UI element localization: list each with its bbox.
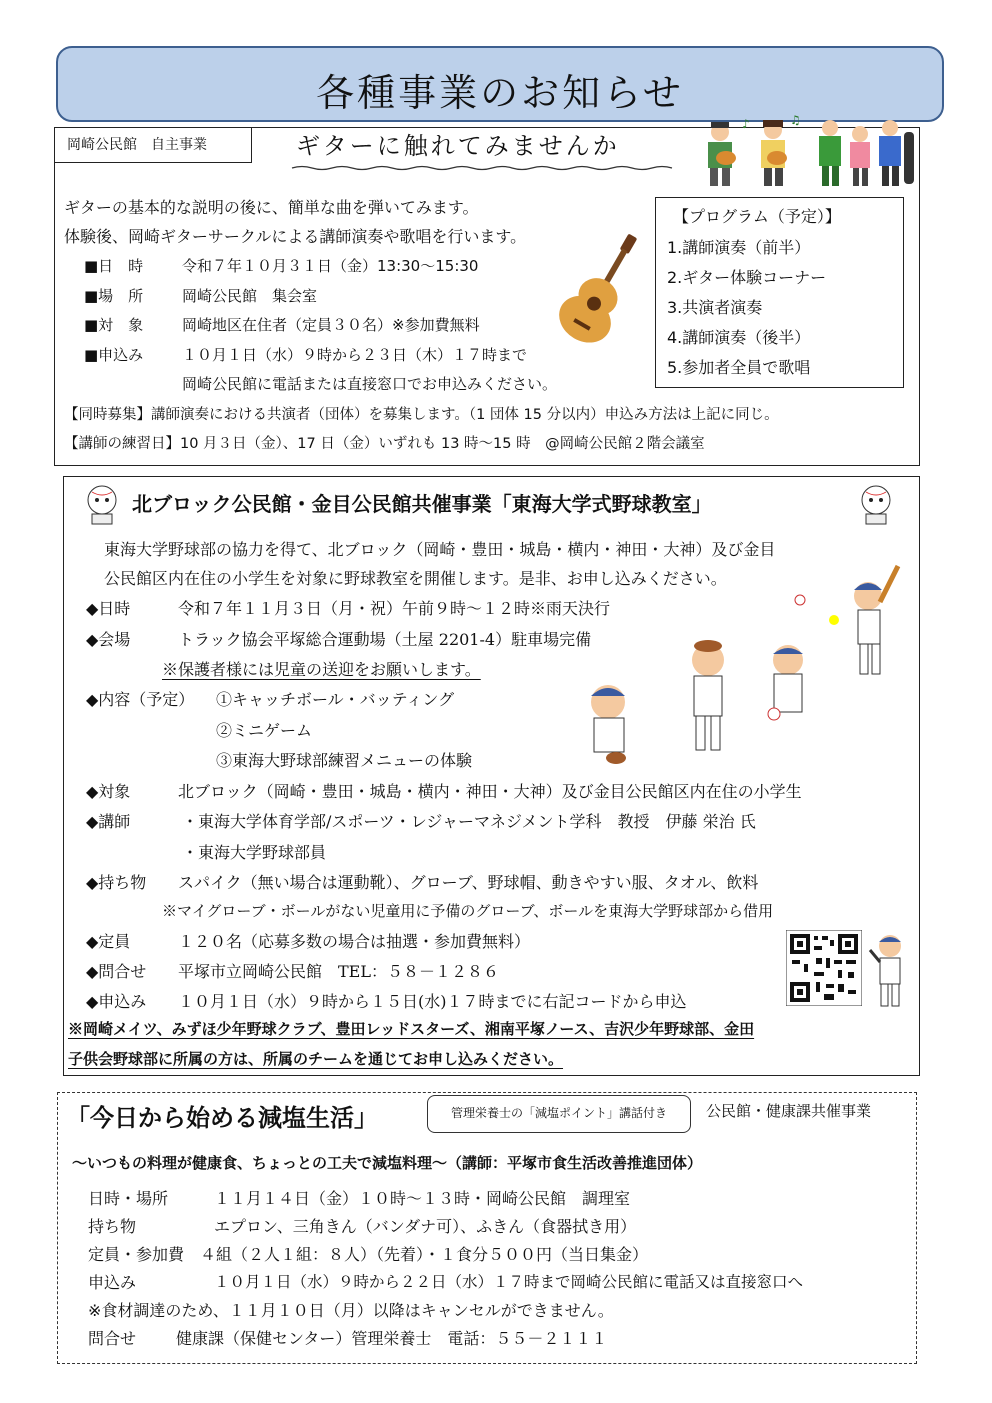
guitar-intro-1: ギターの基本的な説明の後に、簡単な曲を弾いてみます。: [64, 198, 479, 217]
program-title: 【プログラム（予定）】: [673, 207, 841, 226]
baseball-items: スパイク（無い場合は運動靴）、グローブ、野球帽、動きやすい服、タオル、飲料: [178, 873, 759, 892]
baseball-items-note: ※マイグローブ・ボールがない児童用に予備のグローブ、ボールを東海大学野球部から借用: [162, 902, 774, 920]
baseball-instructor-1: ・東海大学体育学部/スポーツ・レジャーマネジメント学科 教授 伊藤 栄治 氏: [182, 812, 756, 831]
baseball-items-label: ◆持ち物: [86, 873, 147, 892]
program-item-2: 2.ギター体験コーナー: [667, 268, 827, 287]
baseball-target-label: ◆対象: [86, 782, 131, 801]
guitar-date-value: 令和７年１０月３１日（金）13:30～15:30: [182, 257, 479, 275]
guitar-date-label: ■日 時: [84, 257, 144, 275]
guitar-target-label: ■対 象: [84, 316, 144, 334]
salt-cohost: 公民館・健康課共催事業: [706, 1102, 872, 1120]
baseball-capacity: １２０名（応募多数の場合は抽選・参加費無料）: [178, 932, 531, 951]
baseball-guardian-note: ※保護者様には児童の送迎をお願いします。: [162, 660, 481, 679]
guitar-tag: 岡崎公民館 自主事業: [54, 127, 252, 163]
svg-text:♪: ♪: [742, 117, 750, 131]
baseball-player-pointing-illustration: [868, 932, 912, 1008]
baseball-instructor-2: ・東海大学野球部員: [182, 843, 327, 862]
guitar-apply-label: ■申込み: [84, 346, 144, 364]
baseball-content-label: ◆内容（予定）: [86, 690, 195, 709]
guitar-apply-note: 岡崎公民館に電話または直接窓口でお申込みください。: [182, 375, 558, 393]
baseball-date-label: ◆日時: [86, 599, 131, 618]
program-item-3: 3.共演者演奏: [667, 298, 763, 317]
salt-badge: 管理栄養士の「減塩ポイント」講話付き: [427, 1095, 691, 1133]
guitar-practice: 【講師の練習日】10 月３日（金）、17 日（金）いずれも 13 時～15 時 @岡崎公民館２階会議室: [64, 436, 705, 452]
baseball-target: 北ブロック（岡崎・豊田・城島・横内・神田・大神）及び金目公民館区内在住の小学生: [178, 782, 802, 801]
baseball-capacity-label: ◆定員: [86, 932, 131, 951]
salt-row-3-label: 定員・参加費: [88, 1245, 185, 1264]
baseball-venue-label: ◆会場: [86, 630, 131, 649]
guitar-recruit: 【同時募集】講師演奏における共演者（団体）を募集します。（1 団体 15 分以内）申込み方法は上記に同じ。: [64, 407, 779, 423]
baseball-date: 令和７年１１月３日（月・祝）午前９時～１２時※雨天決行: [178, 599, 611, 618]
salt-row-2-label: 持ち物: [88, 1217, 137, 1236]
baseball-venue: トラック協会平塚総合運動場（土屋 2201-4）駐車場完備: [178, 630, 592, 649]
salt-contact: 健康課（保健センター）管理栄養士 電話：５５－２１１１: [176, 1329, 608, 1348]
salt-row-2-value: エプロン、三角きん（バンダナ可）、ふきん（食器拭き用）: [214, 1217, 637, 1236]
guitar-title-underline: [290, 165, 686, 171]
baseball-content-2: ②ミニゲーム: [216, 721, 313, 740]
baseball-contact: 平塚市立岡崎公民館 TEL：５８－１２８６: [178, 962, 499, 981]
salt-row-4-label: 申込み: [88, 1273, 137, 1292]
salt-contact-label: 問合せ: [88, 1329, 137, 1348]
baseball-players-illustration: [568, 562, 908, 772]
program-item-5: 5.参加者全員で歌唱: [667, 358, 811, 377]
program-item-4: 4.講師演奏（後半）: [667, 328, 811, 347]
baseball-team-note-1: ※岡崎メイツ、みずほ少年野球クラブ、豊田レッドスターズ、湘南平塚ノース、吉沢少年野球部、金田: [68, 1020, 755, 1038]
baseball-mascot-icon-right: [852, 482, 902, 526]
qr-code[interactable]: [786, 930, 862, 1006]
salt-row-1-value: １１月１４日（金）１０時～１３時・岡崎公民館 調理室: [214, 1189, 631, 1208]
baseball-content-3: ③東海大野球部練習メニューの体験: [216, 751, 473, 770]
guitar-place-value: 岡崎公民館 集会室: [182, 287, 318, 305]
svg-text:♫: ♫: [790, 114, 801, 127]
salt-row-3-value: ４組（２人１組：８人）（先着）・１食分５００円（当日集金）: [200, 1245, 649, 1264]
salt-title: 「今日から始める減塩生活」: [66, 1104, 378, 1132]
baseball-mascot-icon-left: [78, 482, 128, 526]
program-item-1: 1.講師演奏（前半）: [667, 238, 811, 257]
baseball-apply: １０月１日（水）９時から１５日(水)１７時までに右記コードから申込: [178, 992, 687, 1011]
baseball-contact-label: ◆問合せ: [86, 962, 147, 981]
baseball-intro-1: 東海大学野球部の協力を得て、北ブロック（岡崎・豊田・城島・横内・神田・大神）及び金目: [104, 540, 776, 559]
salt-row-1-label: 日時・場所: [88, 1189, 169, 1208]
salt-row-4-value: １０月１日（水）９時から２２日（水）１７時まで岡崎公民館に電話又は直接窓口へ: [214, 1273, 804, 1291]
guitar-illustration: [556, 226, 650, 350]
page-title: 各種事業のお知らせ: [316, 71, 684, 115]
baseball-title: 北ブロック公民館・金目公民館共催事業「東海大学式野球教室」: [132, 492, 712, 516]
baseball-apply-label: ◆申込み: [86, 992, 147, 1011]
baseball-intro-2: 公民館区内在住の小学生を対象に野球教室を開催します。是非、お申し込みください。: [104, 569, 727, 588]
baseball-content-1: ①キャッチボール・バッティング: [216, 690, 455, 709]
salt-cancel-note: ※食材調達のため、１１月１０日（月）以降はキャンセルができません。: [88, 1301, 614, 1320]
guitar-title: ギターに触れてみませんか: [296, 132, 620, 160]
guitar-apply-value: １０月１日（水）９時から２３日（木）１７時まで: [182, 346, 528, 364]
guitar-place-label: ■場 所: [84, 287, 144, 305]
guitar-intro-2: 体験後、岡崎ギターサークルによる講師演奏や歌唱を行います。: [64, 227, 527, 246]
guitar-target-value: 岡崎地区在住者（定員３０名）※参加費無料: [182, 316, 480, 334]
baseball-team-note-2: 子供会野球部に所属の方は、所属のチームを通じてお申し込みください。: [68, 1050, 564, 1068]
salt-subtitle: ～いつもの料理が健康食、ちょっとの工夫で減塩料理～（講師：平塚市食生活改善推進団体）: [72, 1154, 703, 1172]
baseball-instructor-label: ◆講師: [86, 812, 131, 831]
musicians-illustration: [698, 114, 920, 190]
